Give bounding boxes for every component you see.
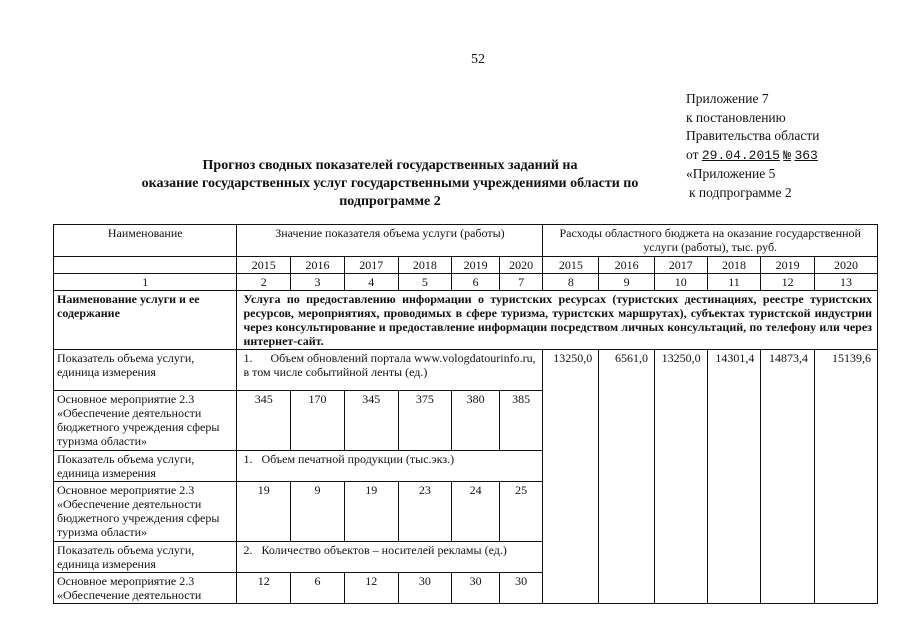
indicator-value: 345: [237, 391, 291, 451]
header-indicator: Значение показателя объема услуги (работы): [237, 225, 543, 257]
indicator-value: 19: [344, 482, 398, 542]
year-cell: 2015: [543, 257, 599, 274]
indicator-value: 25: [499, 482, 543, 542]
column-number: 13: [815, 274, 878, 291]
indicator-description: [237, 451, 543, 482]
year-cell: 2017: [654, 257, 707, 274]
expense-value: 15139,6: [815, 350, 878, 604]
indicator-value: 30: [499, 573, 543, 604]
expense-value: 13250,0: [654, 350, 707, 604]
column-numbers-row: [54, 274, 878, 291]
decree-number: 363: [794, 147, 818, 163]
column-number: 9: [599, 274, 655, 291]
year-cell: 2017: [344, 257, 398, 274]
service-label: Наименование услуги и ее содержание: [54, 291, 237, 350]
date-prefix: от: [686, 146, 699, 162]
indicator-label: Показатель объема услуги, единица измерения: [54, 451, 237, 482]
year-cell: 2020: [815, 257, 878, 274]
header-row: [54, 225, 878, 257]
title-line-3: подпрограмме 2: [339, 194, 441, 209]
years-row: [54, 257, 878, 274]
column-number: 12: [761, 274, 815, 291]
indicator-value: 6: [291, 573, 345, 604]
indicator-text: Количество объектов – носителей рекламы (ед.): [261, 543, 507, 557]
appendix-line-2: к постановлению: [686, 109, 786, 125]
indicator-label: Показатель объема услуги, единица измерения: [54, 542, 237, 573]
header-expenses: Расходы областного бюджета на оказание государственной услуги (работы), тыс. руб.: [543, 225, 878, 257]
indicator-value: 12: [344, 573, 398, 604]
service-description: Услуга по предоставлению информации о туристских ресурсах (туристских дестинациях, реестре туристских ресурсов, мероприятиях, проводимых в сфере туризма, туристских маршрутах), субъектах туристской индустрии через консультирование и предоставление информации посредством личных консультаций, по телефону или через интернет-сайт.: [237, 291, 878, 350]
indicator-value: 9: [291, 482, 345, 542]
appendix-line-6: к подпрограмме 2: [689, 184, 792, 200]
column-number: 3: [291, 274, 345, 291]
appendix-line-1: Приложение 7: [686, 91, 769, 106]
column-number: 4: [344, 274, 398, 291]
header-name: Наименование: [54, 225, 237, 257]
activity-label: Основное мероприятие 2.3 «Обеспечение деятельности бюджетного учреждения сферы туризма области»: [54, 482, 237, 542]
indicator-value: 19: [237, 482, 291, 542]
year-cell: 2019: [761, 257, 815, 274]
title-line-2: оказание государственных услуг государственными учреждениями области по: [141, 176, 639, 191]
indicator-value: 24: [452, 482, 500, 542]
indicator-value: 345: [344, 391, 398, 451]
title-line-1: Прогноз сводных показателей государственных заданий на: [202, 158, 578, 173]
indicator-text: Объем печатной продукции (тыс.экз.): [261, 452, 455, 466]
activity-label: Основное мероприятие 2.3 «Обеспечение деятельности: [54, 573, 237, 604]
years-row-blank: [54, 257, 237, 274]
column-number: 5: [398, 274, 452, 291]
appendix-date-line: [686, 146, 819, 166]
year-cell: 2020: [499, 257, 543, 274]
expense-value: 14873,4: [761, 350, 815, 604]
column-number: 10: [654, 274, 707, 291]
indicator-number: 1.: [243, 452, 253, 466]
column-number: 1: [54, 274, 237, 291]
indicator-number: 1.: [243, 351, 253, 365]
expense-value: 13250,0: [543, 350, 599, 604]
column-number: 6: [452, 274, 500, 291]
year-cell: 2018: [707, 257, 761, 274]
appendix-block: [686, 90, 819, 202]
indicator-value: 170: [291, 391, 345, 451]
indicator-value: 375: [398, 391, 452, 451]
activity-label: Основное мероприятие 2.3 «Обеспечение деятельности бюджетного учреждения сферы туризма области»: [54, 391, 237, 451]
year-cell: 2019: [452, 257, 500, 274]
column-number: 11: [707, 274, 761, 291]
indicator-value: 30: [398, 573, 452, 604]
appendix-line-5: «Приложение 5: [686, 166, 776, 181]
indicator-number: 2.: [243, 543, 253, 557]
forecast-table: [53, 224, 878, 604]
year-cell: 2015: [237, 257, 291, 274]
decree-date: 29.04.2015: [701, 147, 780, 163]
year-cell: 2016: [291, 257, 345, 274]
year-cell: 2018: [398, 257, 452, 274]
indicator-value: 385: [499, 391, 543, 451]
column-number: 2: [237, 274, 291, 291]
indicator-label: Показатель объема услуги, единица измерения: [54, 350, 237, 391]
appendix-line-3: Правительства области: [686, 128, 820, 143]
document-title: [92, 157, 688, 211]
indicator-value: 380: [452, 391, 500, 451]
expense-value: 6561,0: [599, 350, 655, 604]
indicator-value: 23: [398, 482, 452, 542]
page-number: 52: [471, 52, 485, 67]
indicator-value: 12: [237, 573, 291, 604]
indicator-description: [237, 350, 543, 391]
service-row: [54, 291, 878, 350]
indicator-description: [237, 542, 543, 573]
expense-value: 14301,4: [707, 350, 761, 604]
year-cell: 2016: [599, 257, 655, 274]
column-number: 8: [543, 274, 599, 291]
number-sign: №: [783, 147, 792, 163]
column-number: 7: [499, 274, 543, 291]
indicator-value: 30: [452, 573, 500, 604]
indicator-row: [54, 350, 878, 391]
indicator-text: Объем обновлений портала www.vologdatourinfo.ru, в том числе событийной ленты (ед.): [243, 351, 536, 379]
